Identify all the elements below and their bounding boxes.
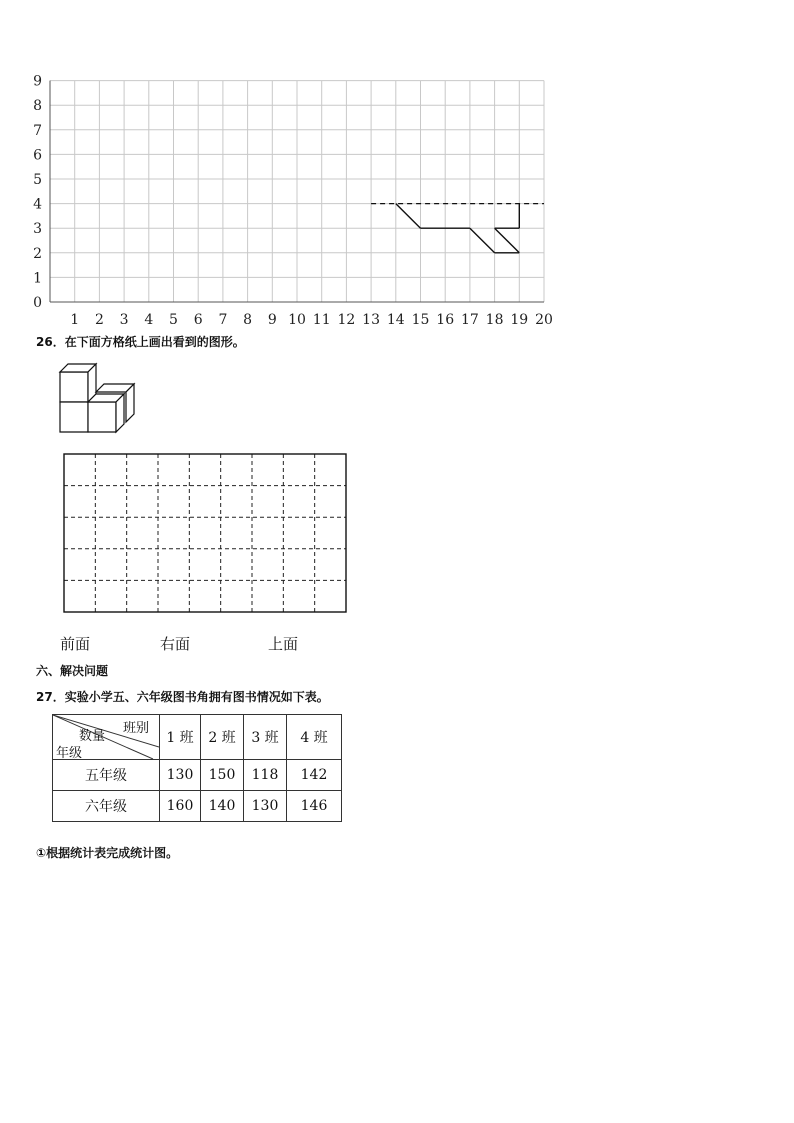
x-tick-label: 4 (144, 312, 154, 328)
y-tick-label: 8 (33, 98, 42, 115)
question-27-sub-1: ①根据统计表完成统计图。 (36, 846, 179, 860)
y-tick-label: 5 (33, 172, 42, 188)
corner-label-quantity: 数量 (79, 729, 106, 744)
x-tick-label: 14 (386, 312, 405, 328)
question-26-title: 26．在下面方格纸上画出看到的图形。 (36, 335, 245, 349)
y-tick-label: 0 (33, 295, 42, 311)
table-cell: 130 (244, 791, 287, 822)
table-corner-cell (53, 715, 160, 760)
x-tick-label: 9 (267, 312, 277, 328)
cube-solid-figure (58, 362, 140, 436)
x-tick-label: 13 (362, 312, 381, 328)
x-tick-label: 8 (243, 312, 253, 328)
x-tick-label: 16 (436, 312, 455, 328)
x-tick-label: 19 (510, 312, 529, 328)
table-cell: 146 (287, 791, 342, 822)
y-tick-label: 4 (33, 196, 42, 213)
x-tick-label: 7 (218, 312, 228, 328)
table-cell: 130 (160, 760, 201, 791)
coordinate-grid (0, 0, 794, 340)
row-label: 六年级 (53, 791, 160, 822)
x-tick-label: 6 (193, 312, 203, 328)
cube-face (60, 402, 88, 432)
dashed-grid-paper[interactable] (62, 452, 348, 614)
x-tick-label: 10 (288, 312, 306, 328)
view-label-front: 前面 (60, 635, 91, 653)
x-tick-label: 15 (411, 312, 430, 328)
table-row (53, 791, 342, 822)
y-tick-label: 9 (33, 73, 42, 90)
y-tick-label: 3 (33, 221, 42, 238)
view-label-right: 右面 (160, 635, 191, 653)
figure-segment (396, 204, 421, 229)
question-27-title: 27．实验小学五、六年级图书角拥有图书情况如下表。 (36, 690, 329, 704)
column-header: 1 班 (160, 715, 201, 760)
book-stats-table (52, 714, 342, 822)
table-cell: 142 (287, 760, 342, 791)
x-tick-label: 3 (119, 312, 129, 328)
x-tick-label: 1 (70, 312, 80, 328)
x-tick-label: 12 (337, 312, 356, 328)
x-tick-label: 5 (169, 312, 178, 328)
corner-label-class: 班别 (122, 721, 149, 736)
column-header: 4 班 (287, 715, 342, 760)
cube-face (60, 372, 88, 402)
column-header: 3 班 (244, 715, 287, 760)
column-header: 2 班 (201, 715, 244, 760)
corner-label-grade: 年级 (56, 746, 83, 761)
table-cell: 150 (201, 760, 244, 791)
x-tick-label: 11 (312, 312, 331, 328)
x-tick-label: 20 (535, 312, 553, 328)
y-tick-label: 2 (33, 245, 42, 262)
section-6-title: 六、解决问题 (36, 664, 109, 678)
cube-face (88, 402, 116, 432)
table-cell: 140 (201, 791, 244, 822)
paper-border (64, 454, 346, 612)
table-row (53, 760, 342, 791)
y-tick-label: 1 (33, 270, 42, 287)
row-label: 五年级 (53, 760, 160, 791)
x-tick-label: 18 (485, 312, 504, 328)
figure-segment (470, 228, 495, 253)
figure-segment (495, 228, 520, 253)
table-cell: 160 (160, 791, 201, 822)
x-tick-label: 2 (94, 312, 104, 328)
table-header-row (53, 715, 342, 760)
y-tick-label: 6 (33, 147, 42, 164)
x-tick-label: 17 (460, 312, 479, 328)
y-tick-label: 7 (33, 122, 42, 139)
table-cell: 118 (244, 760, 287, 791)
view-label-top: 上面 (268, 635, 299, 653)
